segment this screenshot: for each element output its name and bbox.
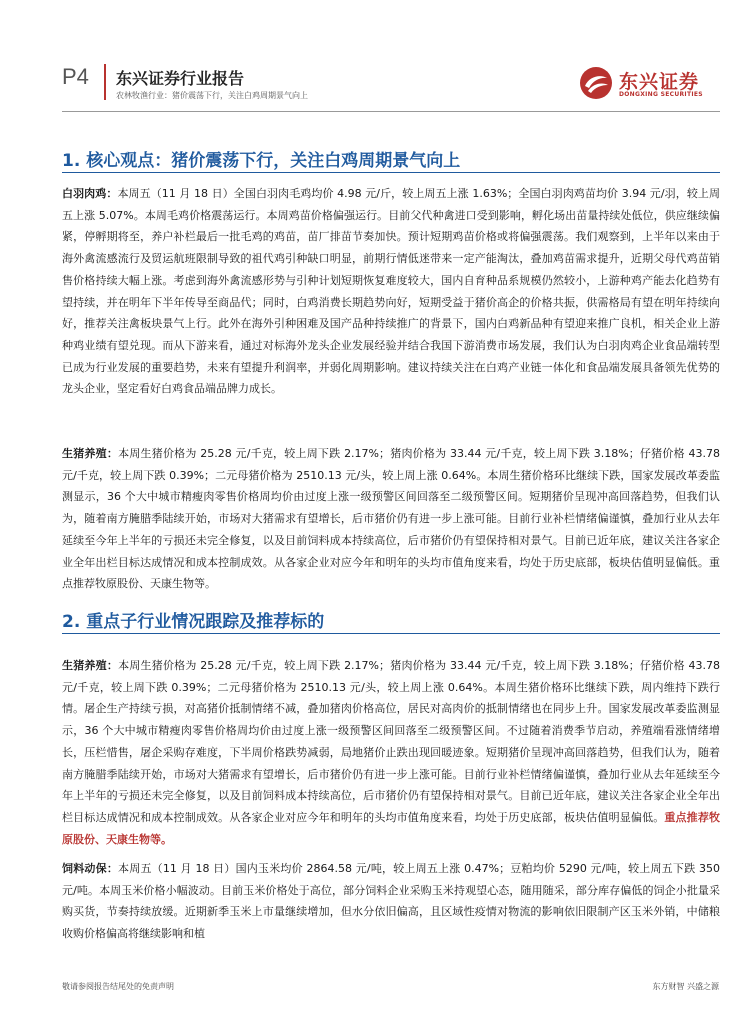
section-1-rule	[62, 172, 720, 173]
header-rule	[62, 111, 720, 112]
footer-disclaimer: 敬请参阅报告结尾处的免责声明	[62, 982, 174, 991]
paragraph-label: 生猪养殖：	[62, 447, 119, 460]
page-number: P4	[62, 64, 89, 89]
paragraph-label: 饲料动保：	[62, 862, 119, 875]
section-1-paragraph-hog	[62, 443, 720, 595]
paragraph-label: 生猪养殖：	[62, 659, 119, 672]
page-header	[0, 0, 755, 112]
section-2-paragraph-feed	[62, 858, 720, 945]
paragraph-text: 本周生猪价格为 25.28 元/千克，较上周下跌 2.17%；猪肉价格为 33.44 元/千克，较上周下跌 3.18%；仔猪价格 43.78 元/千克，较上周下跌 0.39%；二元母猪价格为 2510.13 元/头，较上周上涨 0.64%。本周生猪价格环比继续下跌，国家发展改革委监测显示，36 个大中城市精瘦肉零售价格周均价由过度上涨一级预警区间回落至二级预警区间。短期猪价呈现冲高回落趋势，但我们认为，随着南方腌腊季陆续开始，市场对大猪需求有望增长，后市猪价仍有进一步上涨可能。目前行业补栏情绪偏谨慎，叠加行业从去年延续至今年上半年的亏损还未完全修复，以及目前饲料成本持续高位，后市猪价仍有望保持相对景气。目前已近年底，建议关注各家企业全年出栏目标达成情况和成本控制成效。从各家企业对应今年和明年的头均市值角度来看，均处于历史底部，板块估值明显偏低。重点推荐牧原股份、天康生物等。	[62, 447, 720, 591]
logo-mark-icon	[579, 66, 613, 100]
paragraph-text: 本周五（11 月 18 日）全国白羽肉毛鸡均价 4.98 元/斤，较上周五上涨 1.63%；全国白羽肉鸡苗均价 3.94 元/羽，较上周五上涨 5.07%。本周毛鸡价格震荡运行。本周鸡苗价格偏强运行。目前父代种禽进口受到影响，孵化场出苗量持续处低位，供应继续偏紧，停孵期将至，养户补栏最后一批毛鸡的鸡苗，苗厂排苗节奏加快。预计短期鸡苗价格或将偏强震荡。我们观察到，上半年以来由于海外禽流感流行及贸运航班限制导致的祖代鸡引种缺口明显，前期行情低迷带来一定产能淘汰，叠加鸡苗需求提升，近期父母代鸡苗销售价格持续大幅上涨。考虑到海外禽流感形势与引种计划短期恢复难度较大，国内自育种品系规模仍然较小，上游种鸡产能去化趋势有望持续，并在明年下半年传导至商品代；同时，白鸡消费长期趋势向好，短期受益于猪价高企的价格共振，供需格局有望在明年持续向好，推荐关注禽板块景气上行。此外在海外引种困难及国产品种持续推广的背景下，国内白鸡新品种有望迎来推广良机，相关企业上游种鸡业绩有望兑现。而从下游来看，通过对标海外龙头企业发展经验并结合我国下游消费市场发展，我们认为白羽肉鸡企业食品端转型已成为行业发展的重要趋势，未来有望提升利润率，并弱化周期影响。建议持续关注在白鸡产业链一体化和食品端发展具备领先优势的龙头企业，坚定看好白鸡食品端品牌力成长。	[62, 187, 721, 396]
section-1-paragraph-broiler	[62, 183, 720, 400]
paragraph-label: 白羽肉鸡：	[62, 187, 118, 200]
header-divider	[104, 64, 106, 100]
section-2-paragraph-hog	[62, 655, 720, 850]
section-2-rule	[62, 633, 720, 634]
recommendation-highlight: 重点推荐牧原股份、天康生物等。	[62, 810, 720, 846]
section-1-title: 1. 核心观点：猪价震荡下行，关注白鸡周期景气向上	[62, 151, 461, 171]
section-2-title: 2. 重点子行业情况跟踪及推荐标的	[62, 612, 325, 632]
logo-text-en: DONGXING SECURITIES	[619, 91, 703, 98]
company-logo	[579, 64, 719, 102]
report-subtitle: 农林牧渔行业：猪价震荡下行，关注白鸡周期景气向上	[116, 91, 308, 100]
paragraph-text: 本周五（11 月 18 日）国内玉米均价 2864.58 元/吨，较上周五上涨 0.47%；豆粕均价 5290 元/吨，较上周五下跌 350 元/吨。本周玉米价格小幅波动。目前玉米价格处于高位，部分饲料企业采购玉米持观望心态，随用随采，部分库存偏低的饲企小批量采购买货，节奏持续放缓。近期新季玉米上市量继续增加，但水分依旧偏高，且区域性疫情对物流的影响依旧限制产区玉米外销，中储粮收购价格偏高将继续影响和植	[62, 862, 720, 941]
report-title: 东兴证券行业报告	[116, 69, 245, 88]
logo-text-cn: 东兴证券	[619, 71, 700, 93]
footer-slogan: 东方财智 兴盛之源	[652, 982, 719, 991]
paragraph-text: 本周生猪价格为 25.28 元/千克，较上周下跌 2.17%；猪肉价格为 33.44 元/千克，较上周下跌 3.18%；仔猪价格 43.78 元/千克，较上周下跌 0.39%；二元母猪价格为 2510.13 元/头，较上周上涨 0.64%。本周生猪价格环比继续下跌，周内维持下跌行情。屠企生产持续亏损，对高猪价抵制情绪不减，叠加猪肉价格高位，居民对高肉价的抵制情绪也在同步上升。国家发展改革委监测显示，36 个大中城市精瘦肉零售价格周均价由过度上涨一级预警区间回落至二级预警区间。不过随着消费季节启动，养殖端看涨情绪增长，压栏惜售，屠企采购存难度，下半周价格跌势减弱，局地猪价止跌出现回暖迹象。短期猪价呈现冲高回落趋势，但我们认为，随着南方腌腊季陆续开始，市场对大猪需求有望增长，后市猪价仍有进一步上涨可能。目前行业补栏情绪偏谨慎，叠加行业从去年延续至今年上半年的亏损还未完全修复，以及目前饲料成本持续高位，后市猪价仍有望保持相对景气。目前已近年底，建议关注各家企业全年出栏目标达成情况和成本控制成效。从各家企业对应今年和明年的头均市值角度来看，均处于历史底部，板块估值明显偏低。	[62, 659, 720, 824]
